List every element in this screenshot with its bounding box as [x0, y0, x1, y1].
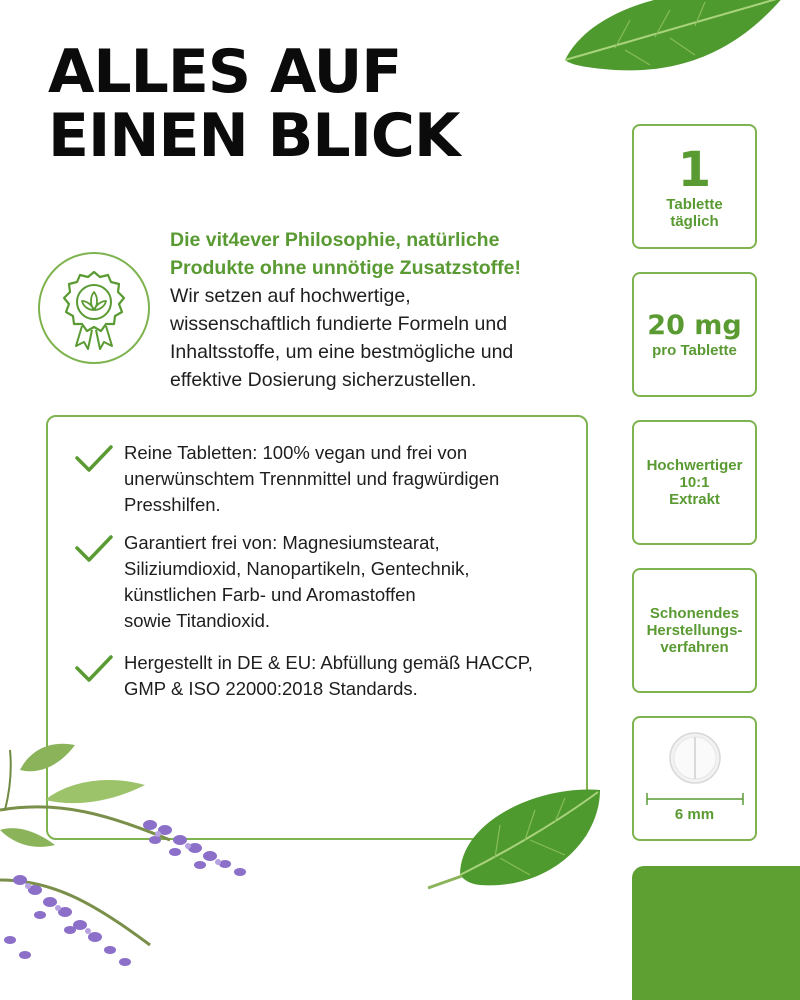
philosophy-body-4: effektive Dosierung sicherzustellen.: [170, 369, 477, 391]
leaf-image-middle: [420, 780, 620, 900]
amount-value: 20 mg: [647, 310, 742, 341]
feature-line: Garantiert frei von: Magnesiumstearat,: [124, 532, 440, 553]
philosophy-headline-2: Produkte ohne unnötige Zusatzstoffe!: [170, 257, 521, 279]
feature-line: Presshilfen.: [124, 494, 221, 515]
quality-seal-icon: [36, 250, 152, 366]
size-ruler-icon: [645, 792, 745, 806]
tablet-size-label: 6 mm: [674, 806, 715, 823]
herb-flower-image: [0, 730, 270, 1000]
extract-label-3: Extrakt: [669, 491, 720, 508]
amount-label: pro Tablette: [652, 342, 737, 359]
badge-amount: [632, 272, 757, 397]
dose-label-2: täglich: [670, 212, 719, 230]
check-icon: [74, 444, 114, 474]
feature-line: GMP & ISO 22000:2018 Standards.: [124, 678, 418, 699]
dose-value: 1: [677, 141, 712, 198]
page-title: [48, 37, 460, 171]
feature-line: künstlichen Farb- und Aromastoffen: [124, 584, 416, 605]
process-label-3: verfahren: [660, 639, 729, 656]
extract-label-2: 10:1: [679, 474, 710, 491]
badge-daily-dose: [632, 124, 757, 249]
title-line-1: ALLES AUF: [48, 37, 402, 107]
badge-extract: [632, 420, 757, 545]
title-line-2: EINEN BLICK: [48, 101, 460, 171]
process-label-2: Herstellungs-: [646, 622, 743, 639]
feature-line: Reine Tabletten: 100% vegan und frei von: [124, 442, 468, 463]
feature-line: Siliziumdioxid, Nanopartikeln, Gentechnik,: [124, 558, 470, 579]
feature-line: sowie Titandioxid.: [124, 610, 271, 631]
badge-tablet-size: [632, 716, 757, 841]
check-icon: [74, 534, 114, 564]
philosophy-body-3: Inhaltsstoffe, um eine bestmögliche und: [170, 341, 514, 363]
feature-line: unerwünschtem Trennmittel und fragwürdigen: [124, 468, 500, 489]
extract-label-1: Hochwertiger: [646, 457, 743, 474]
feature-line: Hergestellt in DE & EU: Abfüllung gemäß HACCP,: [124, 652, 533, 673]
process-label-1: Schonendes: [649, 605, 740, 622]
green-corner-block: [632, 866, 800, 1000]
philosophy-body-1: Wir setzen auf hochwertige,: [170, 285, 411, 307]
dose-label-1: Tablette: [666, 195, 723, 213]
tablet-icon: [665, 728, 725, 788]
check-icon: [74, 654, 114, 684]
badge-process: [632, 568, 757, 693]
philosophy-headline-1: Die vit4ever Philosophie, natürliche: [170, 229, 500, 251]
leaf-image-top: [555, 0, 790, 80]
philosophy-body-2: wissenschaftlich fundierte Formeln und: [170, 313, 508, 335]
philosophy-text: [170, 226, 590, 394]
